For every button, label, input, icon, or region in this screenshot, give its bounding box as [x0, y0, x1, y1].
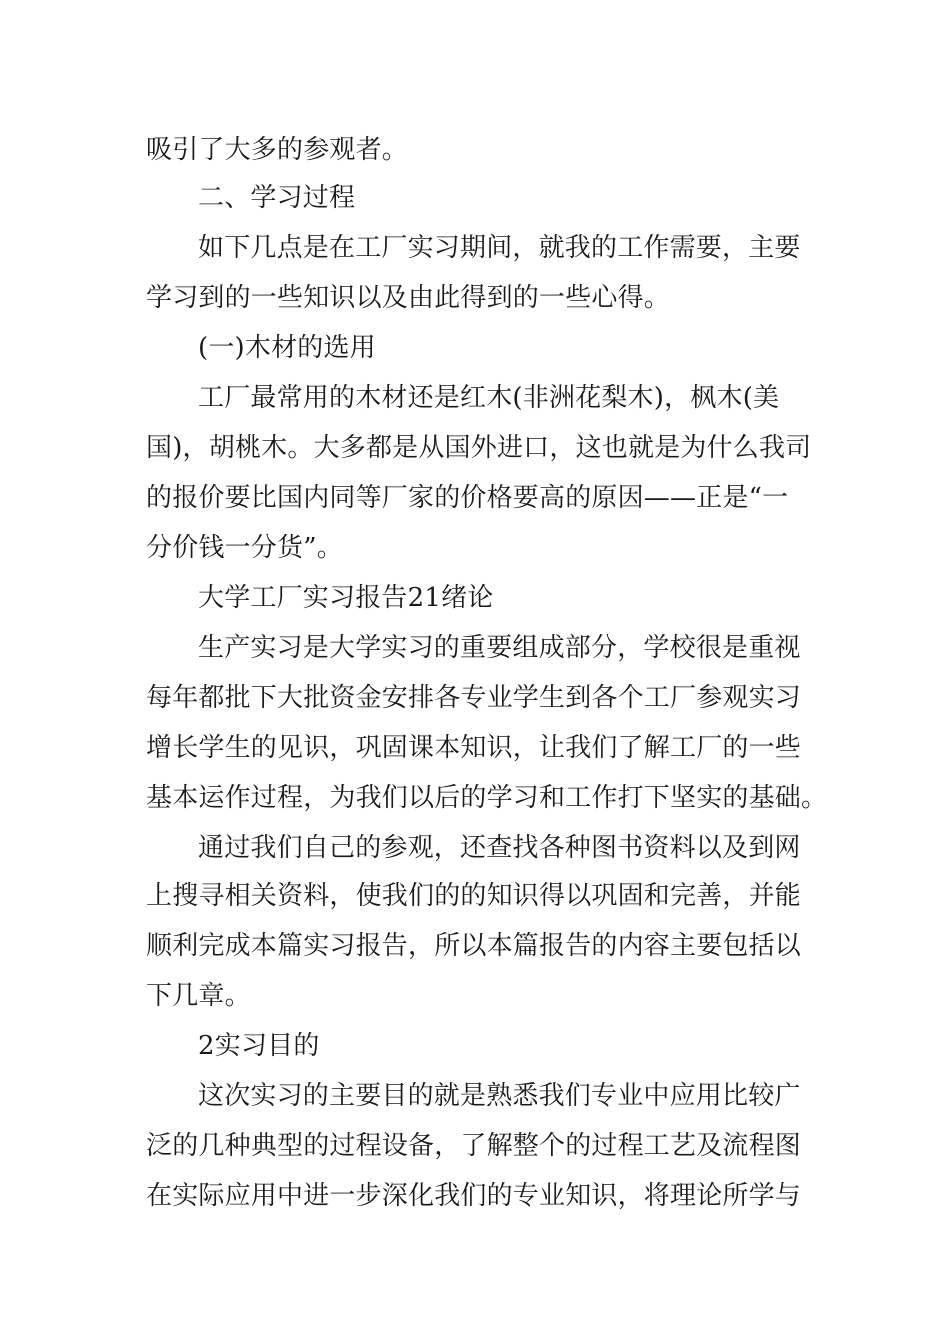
- paragraph-line: 国)，胡桃木。大多都是从国外进口，这也就是为什么我司: [146, 433, 812, 463]
- text-line: 吸引了大多的参观者。: [146, 135, 409, 165]
- paragraph-line: 上搜寻相关资料，使我们的的知识得以巩固和完善，并能: [146, 881, 802, 911]
- paragraph-line: 基本运作过程，为我们以后的学习和工作打下坚实的基础。: [146, 783, 828, 813]
- paragraph-line: 增长学生的见识，巩固课本知识，让我们了解工厂的一些: [146, 733, 802, 763]
- paragraph-line: 每年都批下大批资金安排各专业学生到各个工厂参观实习: [146, 683, 802, 713]
- section-heading: 2实习目的: [198, 1031, 320, 1061]
- paragraph-line: 学习到的一些知识以及由此得到的一些心得。: [146, 283, 671, 313]
- section-heading: 二、学习过程: [198, 183, 356, 213]
- paragraph-line: 这次实习的主要目的就是熟悉我们专业中应用比较广: [198, 1081, 801, 1111]
- paragraph-line: 分价钱一分货”。: [146, 533, 343, 563]
- paragraph-line: 泛的几种典型的过程设备，了解整个的过程工艺及流程图: [146, 1131, 802, 1161]
- subsection-heading: (一)木材的选用: [198, 333, 376, 363]
- paragraph-line: 下几章。: [146, 981, 251, 1011]
- paragraph-line: 通过我们自己的参观，还查找各种图书资料以及到网: [198, 833, 801, 863]
- paragraph-line: 顺利完成本篇实习报告，所以本篇报告的内容主要包括以: [146, 931, 802, 961]
- paragraph-line: 在实际应用中进一步深化我们的专业知识，将理论所学与: [146, 1181, 802, 1211]
- section-heading: 大学工厂实习报告21绪论: [198, 583, 494, 613]
- paragraph-line: 工厂最常用的木材还是红木(非洲花梨木)，枫木(美: [198, 383, 780, 413]
- paragraph-line: 生产实习是大学实习的重要组成部分，学校很是重视: [198, 633, 801, 663]
- paragraph-line: 如下几点是在工厂实习期间，就我的工作需要，主要: [198, 233, 801, 263]
- paragraph-line: 的报价要比国内同等厂家的价格要高的原因——正是“一: [146, 483, 789, 513]
